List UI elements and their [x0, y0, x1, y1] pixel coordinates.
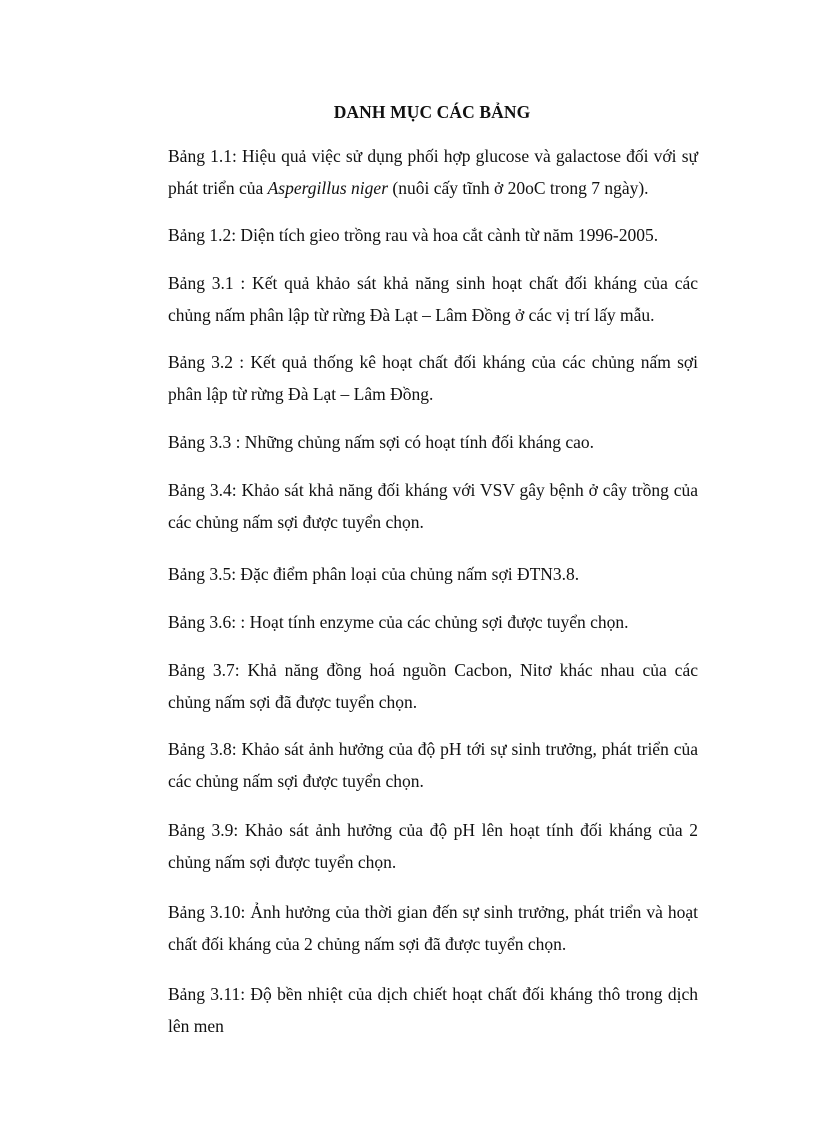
table-entry-3-11: Bảng 3.11: Độ bền nhiệt của dịch chiết hoạt chất đối kháng thô trong dịch lên men [168, 984, 698, 1036]
table-entry-1-1 [168, 140, 698, 204]
table-entry-3-6: Bảng 3.6: : Hoạt tính enzyme của các chủng sợi được tuyển chọn. [168, 612, 629, 632]
page-title: DANH MỤC CÁC BẢNG [333, 102, 531, 122]
table-entry-3-10: Bảng 3.10: Ảnh hưởng của thời gian đến sự sinh trưởng, phát triển và hoạt chất đối kháng của 2 chủng nấm sợi đã được tuyển chọn. [168, 902, 698, 954]
entry-text: (nuôi cấy tĩnh ở 20oC trong 7 ngày). [388, 178, 649, 198]
entry-text: Bảng 1.1: Hiệu quả việc sử dụng phối hợp glucose và galactose đối với sự phát triển của [168, 146, 698, 198]
table-entry-3-7: Bảng 3.7: Khả năng đồng hoá nguồn Cacbon, Nitơ khác nhau của các chủng nấm sợi đã được tuyển chọn. [168, 660, 698, 712]
table-entry-1-2: Bảng 1.2: Diện tích gieo trồng rau và hoa cắt cành từ năm 1996-2005. [168, 225, 659, 245]
table-entry-3-3: Bảng 3.3 : Những chủng nấm sợi có hoạt tính đối kháng cao. [168, 432, 595, 452]
table-entry-3-1: Bảng 3.1 : Kết quả khảo sát khả năng sinh hoạt chất đối kháng của các chủng nấm phân lập từ rừng Đà Lạt – Lâm Đồng ở các vị trí lấy mẫu. [168, 273, 698, 325]
table-entry-3-5: Bảng 3.5: Đặc điểm phân loại của chủng nấm sợi ĐTN3.8. [168, 564, 580, 584]
species-name: Aspergillus niger [267, 178, 388, 198]
table-entry-3-4: Bảng 3.4: Khảo sát khả năng đối kháng với VSV gây bệnh ở cây trồng của các chủng nấm sợi được tuyển chọn. [168, 480, 698, 532]
table-entry-3-9: Bảng 3.9: Khảo sát ảnh hưởng của độ pH lên hoạt tính đối kháng của 2 chủng nấm sợi được tuyển chọn. [168, 820, 698, 872]
table-entry-3-8: Bảng 3.8: Khảo sát ảnh hưởng của độ pH tới sự sinh trưởng, phát triển của các chủng nấm sợi được tuyển chọn. [168, 739, 698, 791]
table-entry-3-2: Bảng 3.2 : Kết quả thống kê hoạt chất đối kháng của các chủng nấm sợi phân lập từ rừng Đà Lạt – Lâm Đồng. [168, 352, 698, 404]
